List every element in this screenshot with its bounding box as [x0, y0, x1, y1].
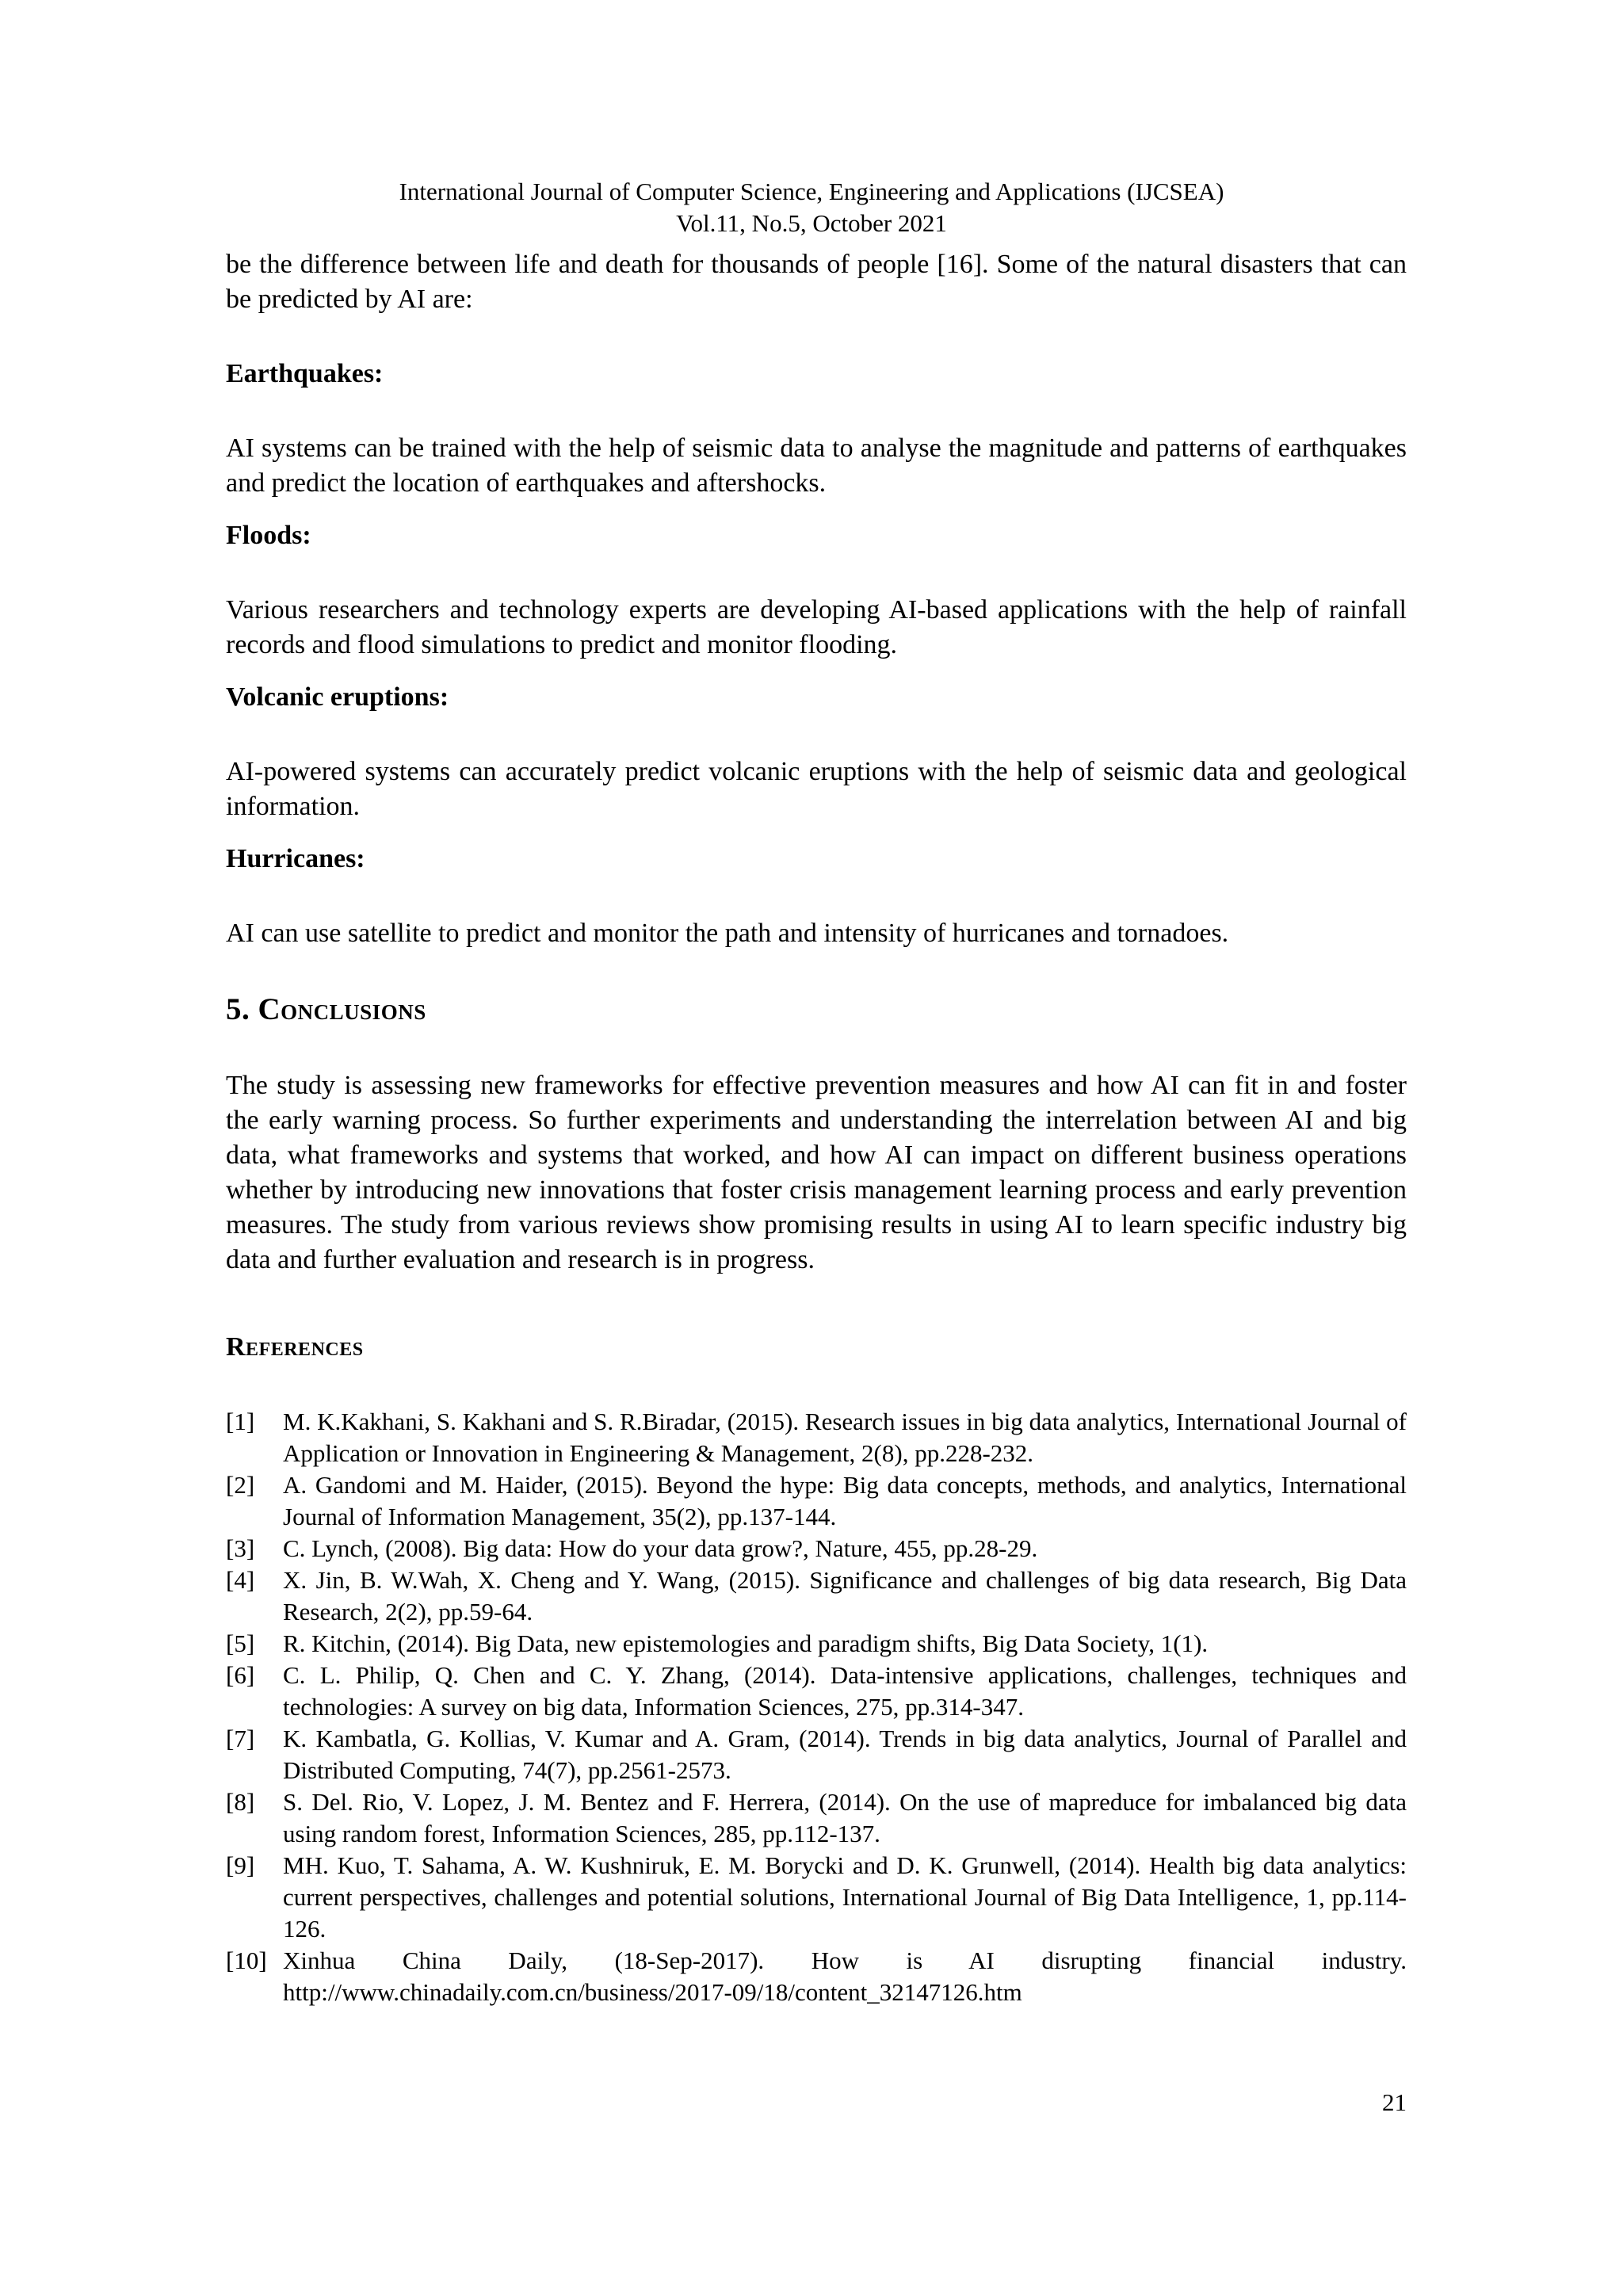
journal-title: International Journal of Computer Science, Engineering and Applications (IJCSEA): [399, 178, 1224, 205]
references-heading: References: [226, 1332, 364, 1362]
page-number: 21: [1382, 2088, 1407, 2116]
reference-text: X. Jin, B. W.Wah, X. Cheng and Y. Wang, (2015). Significance and challenges of big data research, Big Data Research, 2(2), pp.59-64.: [283, 1566, 1407, 1626]
reference-number: [5]: [226, 1629, 255, 1657]
reference-text: S. Del. Rio, V. Lopez, J. M. Bentez and F. Herrera, (2014). On the use of mapreduce for imbalanced big data using random forest, Information Sciences, 285, pp.112-137.: [283, 1788, 1407, 1847]
reference-text: M. K.Kakhani, S. Kakhani and S. R.Biradar, (2015). Research issues in big data analytics, International Journal of Application or Innovation in Engineering & Management, 2(8), pp.228-232.: [283, 1408, 1407, 1467]
conclusions-number: 5.: [226, 992, 250, 1026]
reference-text: MH. Kuo, T. Sahama, A. W. Kushniruk, E. M. Borycki and D. K. Grunwell, (2014). Health big data analytics: current perspectives, challenges and potential solutions, International Journal of Big Data Intelligence, 1, pp.114-126.: [283, 1851, 1407, 1943]
hurricanes-heading: Hurricanes:: [226, 844, 365, 873]
earthquakes-paragraph: AI systems can be trained with the help of seismic data to analyse the magnitude and patterns of earthquakes and predict the location of earthquakes and aftershocks.: [226, 434, 1407, 498]
reference-item: [226, 1786, 1407, 1850]
floods-heading: Floods:: [226, 521, 311, 550]
running-header: [0, 176, 1623, 239]
conclusions-title: Conclusions: [258, 992, 426, 1026]
floods-paragraph: Various researchers and technology experts are developing AI-based applications with the help of rainfall records and flood simulations to predict and monitor flooding.: [226, 595, 1407, 659]
reference-number: [7]: [226, 1725, 255, 1752]
reference-number: [8]: [226, 1788, 255, 1816]
intro-paragraph: be the difference between life and death for thousands of people [16]. Some of the natural disasters that can be predicted by AI are:: [226, 250, 1407, 314]
volcanic-heading: Volcanic eruptions:: [226, 682, 449, 712]
reference-item: [226, 1533, 1407, 1564]
conclusions-heading: [226, 991, 1407, 1029]
references-list: [226, 1406, 1407, 2008]
reference-number: [6]: [226, 1661, 255, 1689]
reference-item: [226, 1406, 1407, 1469]
reference-text: A. Gandomi and M. Haider, (2015). Beyond the hype: Big data concepts, methods, and analytics, International Journal of Information Management, 35(2), pp.137-144.: [283, 1471, 1407, 1530]
reference-number: [10]: [226, 1946, 267, 1974]
reference-text: R. Kitchin, (2014). Big Data, new epistemologies and paradigm shifts, Big Data Society, 1(1).: [283, 1629, 1209, 1657]
reference-item: [226, 1850, 1407, 1945]
reference-item: [226, 1945, 1407, 2008]
reference-number: [9]: [226, 1851, 255, 1879]
reference-number: [2]: [226, 1471, 255, 1499]
reference-item: [226, 1628, 1407, 1660]
reference-item: [226, 1564, 1407, 1628]
reference-number: [4]: [226, 1566, 255, 1594]
conclusions-paragraph: The study is assessing new frameworks for effective prevention measures and how AI can fit in and foster the early warning process. So further experiments and understanding the interrelation between AI and big data, what frameworks and systems that worked, and how AI can impact on different business operations whether by introducing new innovations that foster crisis management learning process and early prevention measures. The study from various reviews show promising results in using AI to learn specific industry big data and further evaluation and research is in progress.: [226, 1071, 1407, 1274]
volcanic-paragraph: AI-powered systems can accurately predict volcanic eruptions with the help of seismic data and geological information.: [226, 757, 1407, 821]
reference-number: [1]: [226, 1408, 255, 1435]
reference-item: [226, 1723, 1407, 1786]
reference-number: [3]: [226, 1534, 255, 1562]
page-body: [226, 247, 1407, 2008]
earthquakes-heading: Earthquakes:: [226, 359, 384, 388]
reference-text: C. L. Philip, Q. Chen and C. Y. Zhang, (2014). Data-intensive applications, challenges, techniques and technologies: A survey on big data, Information Sciences, 275, pp.314-347.: [283, 1661, 1407, 1721]
reference-item: [226, 1469, 1407, 1533]
hurricanes-paragraph: AI can use satellite to predict and monitor the path and intensity of hurricanes and tornadoes.: [226, 919, 1229, 948]
reference-item: [226, 1660, 1407, 1723]
journal-volume: Vol.11, No.5, October 2021: [676, 209, 947, 237]
reference-text: Xinhua China Daily, (18-Sep-2017). How is AI disrupting financial industry. http://www.chinadaily.com.cn/business/2017-09/18/content_32147126.htm: [283, 1946, 1407, 2006]
reference-text: K. Kambatla, G. Kollias, V. Kumar and A. Gram, (2014). Trends in big data analytics, Journal of Parallel and Distributed Computing, 74(7), pp.2561-2573.: [283, 1725, 1407, 1784]
reference-text: C. Lynch, (2008). Big data: How do your data grow?, Nature, 455, pp.28-29.: [283, 1534, 1038, 1562]
